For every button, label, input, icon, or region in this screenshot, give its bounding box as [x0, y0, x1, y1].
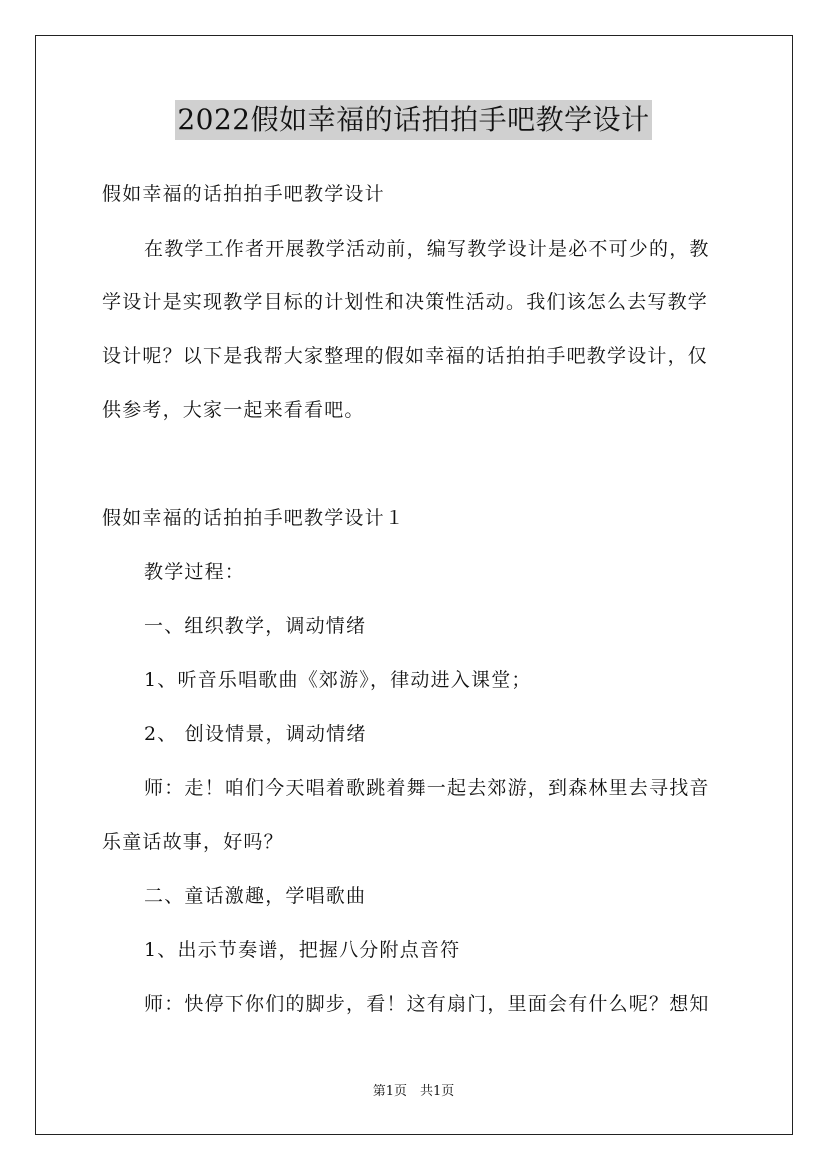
- paragraph-line: 1、出示节奏谱，把握八分附点音符: [144, 939, 461, 961]
- section-title: 假如幸福的话拍拍手吧教学设计１: [102, 507, 406, 529]
- paragraph-line: 二、童话激趣，学唱歌曲: [144, 885, 367, 907]
- page-footer: 第1页 共1页: [372, 1084, 455, 1099]
- paragraph-line: 1、听音乐唱歌曲《郊游》，律动进入课堂；: [144, 669, 532, 691]
- title-container: [0, 100, 827, 140]
- paragraph-line: 2、 创设情景，调动情绪: [144, 723, 367, 745]
- document-title: 2022假如幸福的话拍拍手吧教学设计: [175, 100, 651, 140]
- paragraph-line: 一、组织教学，调动情绪: [144, 615, 367, 637]
- paragraph-line: 设计呢？以下是我帮大家整理的假如幸福的话拍拍手吧教学设计，仅: [102, 345, 709, 367]
- paragraph-line: 乐童话故事，好吗？: [102, 831, 284, 853]
- paragraph-line: 学设计是实现教学目标的计划性和决策性活动。我们该怎么去写教学: [102, 291, 709, 313]
- paragraph-line: 师：走！咱们今天唱着歌跳着舞一起去郊游，到森林里去寻找音: [144, 777, 710, 799]
- paragraph-line: 师：快停下你们的脚步，看！这有扇门，里面会有什么呢？想知: [144, 993, 710, 1015]
- paragraph-line: 供参考，大家一起来看看吧。: [102, 399, 365, 421]
- document-subtitle: 假如幸福的话拍拍手吧教学设计: [102, 183, 385, 205]
- paragraph-line: 教学过程：: [144, 561, 246, 583]
- paragraph-line: 在教学工作者开展教学活动前，编写教学设计是必不可少的，教: [144, 238, 710, 260]
